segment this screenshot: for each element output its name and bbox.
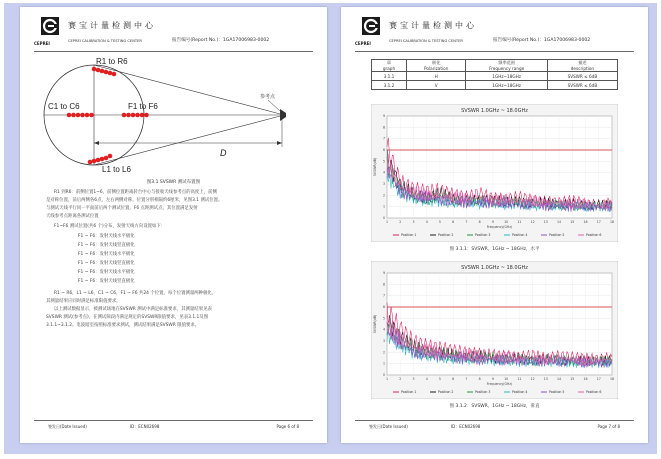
x-tick-label: 6 [452,220,455,224]
y-tick-label: 1 [382,204,385,209]
table-cell: 3.1.2 [372,81,407,90]
legend-item: Position 3 [475,233,491,237]
page-header [34,17,313,52]
label-l-positions: L1 to L6 [102,165,131,173]
x-tick-label: 14 [557,377,562,381]
document-spread [4,3,657,454]
footer-date: 签发日(Date Issued) [369,424,408,429]
x-tick-label: 5 [438,377,441,381]
svswr-chart-vertical [371,261,618,399]
x-tick-label: 1 [385,220,389,224]
legend-item: Position 6 [586,233,602,237]
x-tick-label: 5 [438,220,441,224]
th-graph: 章 graph [372,60,407,72]
th-description: 描述 description [547,60,617,72]
th-frequency-range: 频率范围 Frequency range [466,60,547,72]
chart-svg-vertical [371,261,618,399]
x-tick-label: 2 [399,220,402,224]
page-7 [341,7,648,443]
c-positions [67,113,94,118]
position-line-2: F1 ~ F6：发射天线竖直极化 [78,243,135,248]
table-cell: SVSWR ≤ 6dB [547,72,617,81]
x-tick-label: 16 [583,220,588,224]
y-axis-label: SVSWR(dB) [373,314,377,334]
label-reference-point: 参考点 [260,94,276,100]
svswr-chart-horizontal [371,104,618,242]
table-header-row [372,60,618,72]
x-tick-label: 8 [478,377,481,381]
closing-line-5: 3.1.1~3.1.2。电波暗室按照标准要求测试，测试结果满足SVSWR 限值要求。 [46,323,200,328]
position-line-3: F1 ~ F6：发射天线水平极化 [78,252,135,257]
x-axis-label: Frequency(GHz) [486,382,513,386]
table-cell: V [406,81,465,90]
x-tick-label: 3 [412,377,415,381]
x-tick-label: 11 [517,377,522,381]
x-tick-label: 10 [504,377,509,381]
y-tick-label: 9 [382,114,385,118]
x-tick-label: 13 [543,377,548,381]
y-tick-label: 1 [382,361,385,366]
chart-title: SVSWR 1.0GHz ~ 18.0GHz [461,108,528,114]
y-tick-label: 6 [382,148,385,152]
reference-leader-line [268,100,280,111]
x-tick-label: 4 [425,220,428,224]
paragraph-line-1: R1 到R6：前侧位置1~6，前侧位置距离转台中心与接收天线参考点的高度上，前侧 [54,190,217,195]
logo-label: CEPREI [34,41,50,46]
x-tick-label: 12 [530,377,535,381]
footer-id: ID：ECN02698 [130,424,160,429]
label-r-positions: R1 to R6 [96,57,128,66]
x-tick-label: 16 [583,377,588,381]
table-cell: 3.1.1 [372,72,407,81]
label-f-positions: F1 to F6 [128,102,158,111]
x-tick-label: 18 [609,377,615,381]
x-tick-label: 9 [491,377,494,381]
y-tick-label: 7 [382,293,385,298]
y-tick-label: 8 [382,125,385,130]
report-number: 报告编号(Report No.)：1GA17006983-0002 [172,38,270,43]
y-tick-label: 5 [382,159,385,164]
table-cell: H [406,72,465,81]
y-tick-label: 8 [382,282,385,287]
x-tick-label: 6 [452,377,455,381]
x-tick-label: 17 [596,220,601,224]
y-tick-label: 7 [382,136,385,141]
x-tick-label: 10 [504,220,509,224]
f-positions [122,113,149,118]
chart-title: SVSWR 1.0GHz ~ 18.0GHz [461,265,528,271]
x-tick-label: 11 [517,220,522,224]
svswr-test-layout-diagram [42,55,305,173]
antenna-icon [280,109,286,121]
results-table [371,59,618,90]
closing-line-3: 以上测试数据显示，被测试场地在SVSWR 测试中满足标准要求，其测量结果见表 [54,307,212,312]
position-line-4: F1 ~ F6：发射天线竖直极化 [78,261,135,266]
org-name-cn: 赛宝计量检测中心 [389,21,477,30]
closing-line-1: R1 ~ R6，L1 ~ L6，C1 ~ C6，F1 ~ F6 共24 个位置，每个位置测量两种极化， [54,291,217,296]
x-tick-label: 15 [570,220,575,224]
legend-item: Position 5 [549,390,565,394]
label-distance-d: D [220,148,227,158]
org-name-en: CEPREI CALIBRATION & TESTING CENTER [68,39,142,43]
page-header [355,17,634,52]
logo-label: CEPREI [355,41,371,46]
y-tick-label: 0 [382,216,385,220]
table-row [372,81,618,90]
y-tick-label: 9 [382,271,385,275]
figure-caption: 图3.1 SVSWR 测试布置图 [146,180,201,185]
upper-ray-line [94,65,284,115]
y-tick-label: 3 [382,339,385,343]
page-footer [355,420,634,429]
footer-page-number: Page 6 of 8 [276,424,299,429]
x-tick-label: 18 [609,220,615,224]
page-6 [20,7,327,443]
label-c-positions: C1 to C6 [48,102,80,111]
legend-item: Position 4 [512,233,528,237]
paragraph-line-3: 与测试天线平行同一平面前后两个测试位置，F6 点距测试点，其位置满足发射 [46,206,198,211]
y-tick-label: 2 [382,193,385,198]
legend-item: Position 4 [512,390,528,394]
x-tick-label: 1 [385,377,389,381]
footer-id: ID：ECN02698 [451,424,481,429]
x-tick-label: 4 [425,377,428,381]
chart-svg-horizontal [371,104,618,242]
legend-item: Position 1 [401,390,417,394]
legend-item: Position 2 [438,390,454,394]
legend-item: Position 5 [549,233,565,237]
y-axis-label: SVSWR(dB) [373,157,377,177]
x-tick-label: 14 [557,220,562,224]
y-tick-label: 2 [382,350,385,355]
legend-item: Position 1 [401,233,417,237]
figure-caption-vertical: 图 3.1.2：SVSWR，1GHz ~ 18GHz，垂直 [449,404,540,409]
position-line-5: F1 ~ F6：发射天线水平极化 [78,270,135,275]
y-tick-label: 0 [382,373,385,377]
table-cell: 1GHz~18GHz [466,81,547,90]
figure-caption-horizontal: 图 3.1.1：SVSWR，1GHz ~ 18GHz，水平 [449,247,540,252]
x-tick-label: 12 [530,220,535,224]
x-tick-label: 13 [543,220,548,224]
position-line-1: F1 ~ F6：发射天线水平极化 [78,234,135,239]
x-tick-label: 9 [491,220,494,224]
org-name-en: CEPREI CALIBRATION & TESTING CENTER [389,39,463,43]
closing-line-2: 其测量结果应同时满足标准限值要求。 [46,299,121,304]
legend-item: Position 2 [438,233,454,237]
page-footer [34,420,313,429]
x-tick-label: 17 [596,377,601,381]
x-tick-label: 8 [478,220,481,224]
r-positions [92,67,117,77]
table-cell: 1GHz~18GHz [466,72,547,81]
table-row [372,72,618,81]
footer-date: 签发日(Date Issued) [48,424,87,429]
legend-item: Position 6 [586,390,602,394]
y-tick-label: 4 [382,170,385,175]
paragraph-line-4: 天线参考点距离各测试位置 [46,214,99,219]
lower-ray-line [94,115,284,165]
y-tick-label: 5 [382,316,385,321]
x-axis-label: Frequency(GHz) [486,225,513,229]
table-cell: SVSWR ≤ 6dB [547,81,617,90]
y-tick-label: 3 [382,182,385,186]
x-tick-label: 7 [465,220,468,224]
footer-page-number: Page 7 of 8 [597,424,620,429]
org-name-cn: 赛宝计量检测中心 [68,21,156,30]
paragraph-line-2: 是对称位置，前后两侧各6点，左右两侧对称。位置分别相隔约6厘米，见图3.1 测试位置。 [46,198,223,203]
x-tick-label: 3 [412,220,415,224]
y-tick-label: 6 [382,305,385,309]
report-number: 报告编号(Report No.)：1GA17006983-0002 [493,38,591,43]
position-line-6: F1 ~ F6：发射天线竖直极化 [78,279,135,284]
x-tick-label: 2 [399,377,402,381]
x-tick-label: 7 [465,377,468,381]
legend-item: Position 3 [475,390,491,394]
closing-line-4: SVSWR 测试(参考点)，在测试频段内满足规定的SVSWR限值要求，见表3.1.1及图 [46,315,209,320]
y-tick-label: 4 [382,327,385,332]
th-polarization: 极化 Polarization [406,60,465,72]
positions-intro: F1~F6 测试位置(共6 个)分布，发射天线方向设置如下： [54,224,166,229]
x-tick-label: 15 [570,377,575,381]
